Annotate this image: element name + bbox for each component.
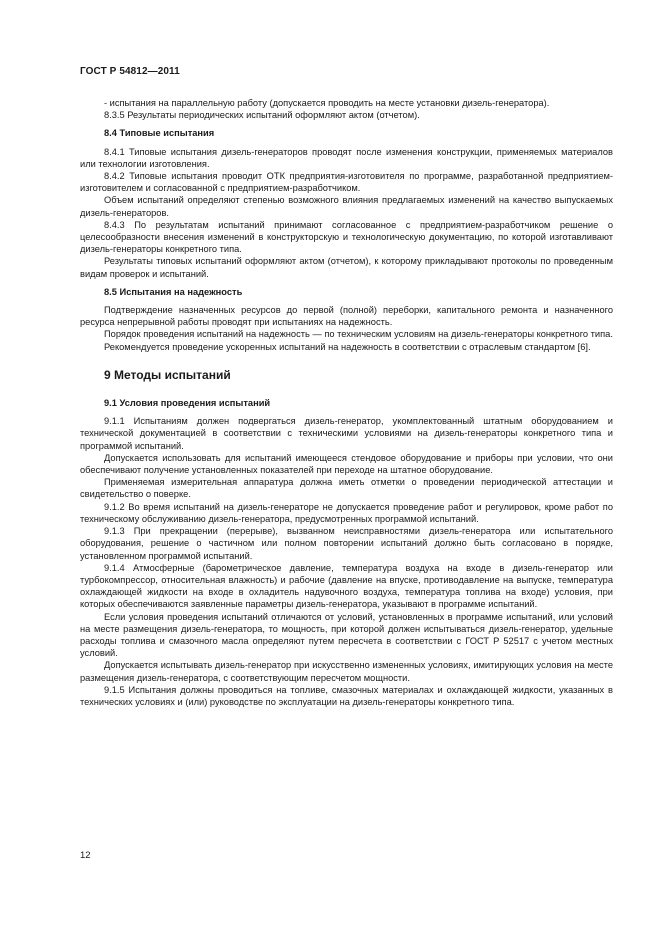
paragraph: 9.1.2 Во время испытаний на дизель-генераторе не допускается проведение работ и регулировок, кроме работ по техническому обслуживанию дизель-генератора, предусмотренных программой испытаний. [80, 501, 613, 524]
section-heading: 8.4 Типовые испытания [104, 128, 215, 139]
paragraph: Если условия проведения испытаний отличаются от условий, установленных в программе испытаний, или условий на месте размещения дизель-генератора, то мощность, при которой должен испытываться дизель-генератор, удельные расходы топлива и смазочного масла определяют путем пересчета в соответствии с ГОСТ Р 52517 с учетом местных условий. [80, 611, 613, 659]
chapter-heading: 9 Методы испытаний [104, 367, 231, 382]
paragraph: 8.4.1 Типовые испытания дизель-генераторов проводят после изменения конструкции, применяемых материалов или технологии изготовления. [80, 146, 613, 169]
paragraph: 9.1.5 Испытания должны проводиться на топливе, смазочных материалах и охлаждающей жидкости, указанных в технических условиях и (или) руководстве по эксплуатации на дизель-генераторы конкретного типа. [80, 684, 613, 707]
paragraph: Допускается использовать для испытаний имеющееся стендовое оборудование и приборы при условии, что они обеспечивают получение установленных показателей при переходе на штатное оборудование. [80, 452, 613, 476]
paragraph: 9.1.3 При прекращении (перерыве), вызванном неисправностями дизель-генератора или испытательного оборудования, решение о частичном или полном повторении испытаний должно быть согласовано в порядке, установленном программой испытаний. [80, 526, 613, 561]
paragraph: Порядок проведения испытаний на надежность — по техническим условиям на дизель-генераторы конкретного типа. [104, 329, 613, 340]
paragraph: Объем испытаний определяют степенью возможного влияния предлагаемых изменений на качество выпускаемых дизель-генераторов. [80, 195, 613, 218]
paragraph: 8.4.2 Типовые испытания проводит ОТК предприятия-изготовителя по программе, разработанной предприятием-изготовителем и согласованной с предприятием-разработчиком. [80, 171, 613, 194]
paragraph: Допускается испытывать дизель-генератор при искусственно измененных условиях, имитирующих условия на месте размещения дизель-генератора, с соответствующим пересчетом мощности. [80, 660, 613, 683]
paragraph: 9.1.4 Атмосферные (барометрическое давление, температура воздуха на входе в дизель-генератор или турбокомпрессор, относительная влажность) и рабочие (давление на впуске, противодавление на выпуске, температура охлаждающей жидкости на входе в охладитель надувочного воздуха, температура топлива на входе) условия, при которых обеспечиваются заявленные параметры дизель-генератора, указывают в программе испытаний. [80, 562, 613, 610]
paragraph: 8.3.5 Результаты периодических испытаний оформляют актом (отчетом). [104, 110, 420, 121]
paragraph: Применяемая измерительная аппаратура должна иметь отметки о проведении периодической аттестации и свидетельство о поверке. [80, 477, 613, 500]
page-header: ГОСТ Р 54812—2011 [80, 66, 180, 77]
section-heading: 9.1 Условия проведения испытаний [104, 398, 271, 409]
paragraph: Рекомендуется проведение ускоренных испытаний на надежность в соответствии с отраслевым стандартом [6]. [104, 341, 591, 352]
paragraph: Подтверждение назначенных ресурсов до первой (полной) переборки, капитального ремонта и назначенного ресурса непрерывной работы проводят при испытаниях на надежность. [80, 305, 613, 328]
document-body [80, 97, 613, 708]
paragraph: Результаты типовых испытаний оформляют актом (отчетом), к которому прикладывают протоколы по проведенным видам проверок и испытаний. [80, 256, 613, 279]
section-heading: 8.5 Испытания на надежность [104, 286, 243, 297]
paragraph: 8.4.3 По результатам испытаний принимают согласованное с предприятием-разработчиком решение о целесообразности внесения изменений в конструкторскую и технологическую документацию, по которой изготавливают дизель-генераторы конкретного типа. [80, 219, 613, 255]
page-number: 12 [80, 850, 91, 861]
paragraph: 9.1.1 Испытаниям должен подвергаться дизель-генератор, укомплектованный штатным оборудованием и технической документацией в соответствии с техническими условиями на дизель-генераторы конкретного типа и программой испытаний. [80, 416, 613, 451]
paragraph: - испытания на параллельную работу (допускается проводить на месте установки дизель-генератора). [104, 98, 550, 108]
